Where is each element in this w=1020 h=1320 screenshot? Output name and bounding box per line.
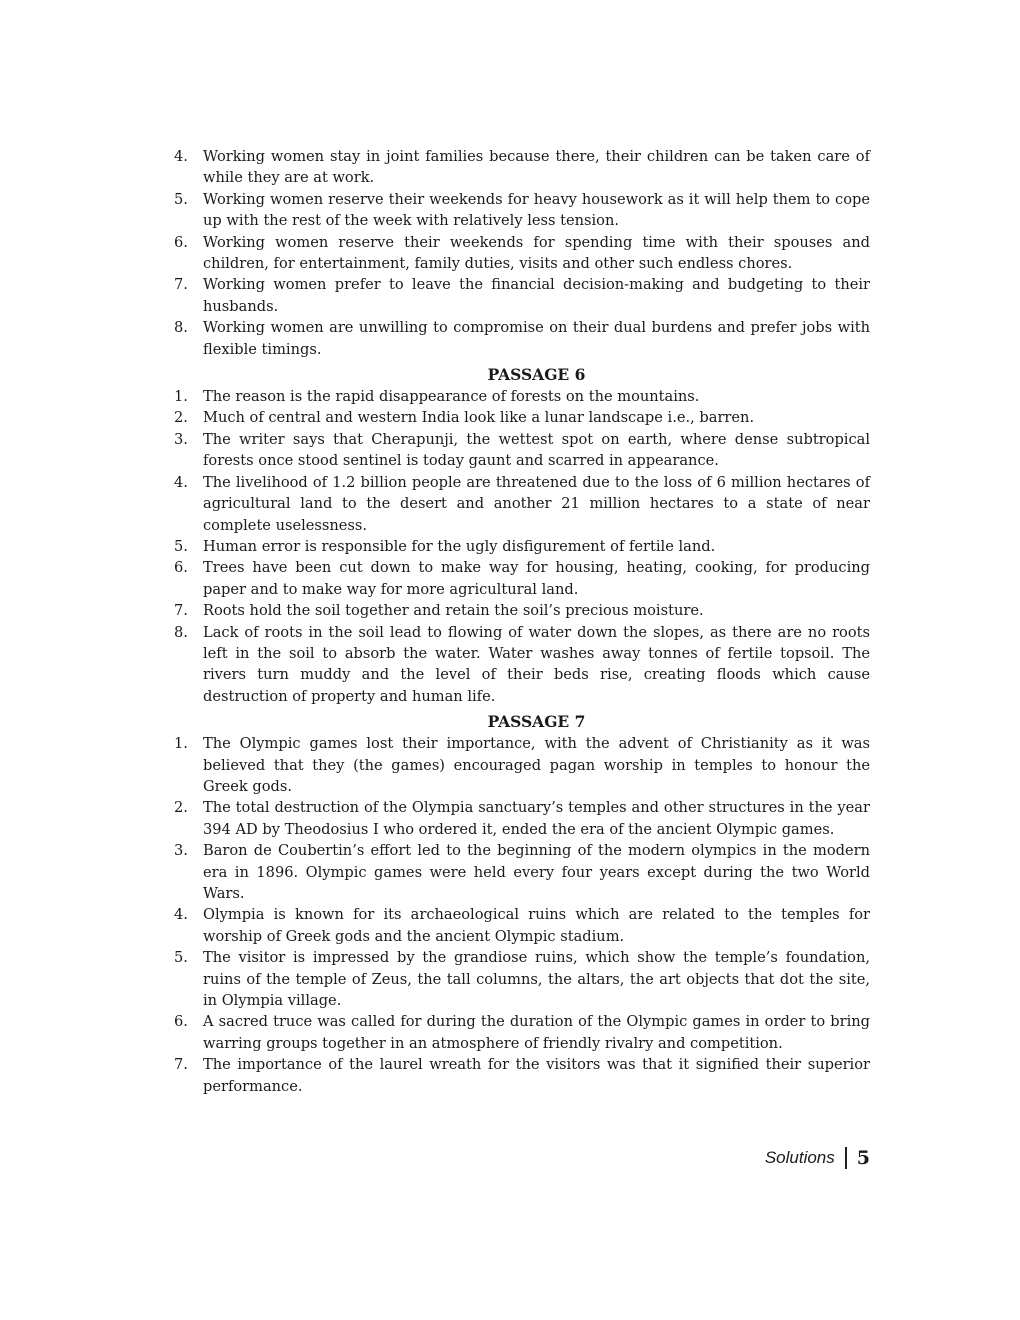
item-number: 8. xyxy=(174,623,188,641)
item-number: 8. xyxy=(174,319,188,337)
list-item xyxy=(170,536,870,557)
item-number: 4. xyxy=(174,473,188,491)
page-body xyxy=(170,146,870,1097)
footer-label: Solutions xyxy=(764,1148,835,1167)
list-item xyxy=(170,557,870,600)
item-text: The reason is the rapid disappearance of forests on the mountains. xyxy=(203,388,700,406)
section-heading: PASSAGE 7 xyxy=(487,712,586,732)
list-item xyxy=(170,600,870,621)
item-number: 4. xyxy=(174,148,188,165)
item-text: The total destruction of the Olympia sanctuary’s temples and other structures in the year 394 AD by Theodosius I who ordered it, ended the era of the ancient Olympic games. xyxy=(203,799,870,838)
list-item xyxy=(170,146,870,189)
list-item xyxy=(170,274,870,317)
item-number: 6. xyxy=(174,233,188,251)
item-text: The importance of the laurel wreath for the visitors was that it signified their superior performance. xyxy=(203,1056,870,1095)
list-item xyxy=(170,733,870,797)
page-footer xyxy=(765,1146,870,1170)
item-number: 5. xyxy=(174,190,188,208)
item-text: Trees have been cut down to make way for housing, heating, cooking, for producing paper and to make way for more agricultural land. xyxy=(203,559,870,598)
item-number: 4. xyxy=(174,906,188,924)
item-number: 6. xyxy=(174,1013,188,1031)
list-item xyxy=(170,1054,870,1097)
item-number: 5. xyxy=(174,949,188,967)
item-number: 3. xyxy=(174,842,188,860)
list-item xyxy=(170,472,870,536)
answer-list xyxy=(170,386,870,707)
item-number: 3. xyxy=(174,430,188,448)
list-item xyxy=(170,1011,870,1054)
item-text: The writer says that Cherapunji, the wettest spot on earth, where dense subtropical forests once stood sentinel is today gaunt and scarred in appearance. xyxy=(203,430,870,470)
item-text: Lack of roots in the soil lead to flowing of water down the slopes, as there are no roots left in the soil to absorb the water. Water washes away tonnes of fertile topsoil. The rivers turn muddy and the level of their beds rise, creating floods which cause destruction of property and human life. xyxy=(203,623,870,705)
item-text: The Olympic games lost their importance, with the advent of Christianity as it was believed that they (the games) encouraged pagan worship in temples to honour the Greek gods. xyxy=(203,735,870,795)
list-item xyxy=(170,429,870,472)
item-text: Working women prefer to leave the financial decision-making and budgeting to their husbands. xyxy=(203,276,870,315)
item-number: 7. xyxy=(174,1056,188,1074)
item-text: Working women reserve their weekends for spending time with their spouses and children, for entertainment, family duties, visits and other such endless chores. xyxy=(203,233,870,273)
item-number: 2. xyxy=(174,409,188,427)
item-text: The livelihood of 1.2 billion people are threatened due to the loss of 6 million hectares of agricultural land to the desert and another 21 million hectares to a state of near complete uselessness. xyxy=(203,473,870,534)
list-item xyxy=(170,386,870,407)
item-text: Human error is responsible for the ugly disfigurement of fertile land. xyxy=(203,537,716,555)
item-number: 6. xyxy=(174,559,188,577)
list-item xyxy=(170,317,870,360)
answer-list xyxy=(170,733,870,1097)
item-text: The visitor is impressed by the grandiose ruins, which show the temple’s foundation, ruins of the temple of Zeus, the tall columns, the altars, the art objects that dot the site, in Olympia village. xyxy=(203,949,870,1010)
list-item xyxy=(170,904,870,947)
list-item xyxy=(170,947,870,1011)
item-text: Working women are unwilling to compromise on their dual burdens and prefer jobs with flexible timings. xyxy=(203,319,870,358)
item-text: Working women stay in joint families because there, their children can be taken care of while they are at work. xyxy=(203,148,870,187)
item-text: Roots hold the soil together and retain the soil’s precious moisture. xyxy=(203,602,704,620)
section-heading: PASSAGE 6 xyxy=(487,365,586,385)
list-item xyxy=(170,407,870,428)
list-item xyxy=(170,797,870,840)
footer-divider xyxy=(845,1147,847,1169)
answer-list xyxy=(170,146,870,360)
item-number: 5. xyxy=(174,537,188,555)
item-text: Much of central and western India look like a lunar landscape i.e., barren. xyxy=(203,409,755,427)
item-number: 7. xyxy=(174,602,188,620)
list-item xyxy=(170,189,870,232)
item-text: Baron de Coubertin’s effort led to the beginning of the modern olympics in the modern era in 1896. Olympic games were held every four years except during the two World Wars. xyxy=(203,842,870,902)
item-number: 1. xyxy=(174,735,188,753)
list-item xyxy=(170,622,870,708)
item-number: 1. xyxy=(174,388,188,406)
list-item xyxy=(170,840,870,904)
item-text: A sacred truce was called for during the duration of the Olympic games in order to bring warring groups together in an atmosphere of friendly rivalry and competition. xyxy=(203,1013,870,1052)
list-item xyxy=(170,232,870,275)
item-number: 7. xyxy=(174,276,188,294)
item-number: 2. xyxy=(174,799,188,817)
page-number: 5 xyxy=(856,1147,870,1169)
item-text: Olympia is known for its archaeological ruins which are related to the temples for worship of Greek gods and the ancient Olympic stadium. xyxy=(203,906,870,945)
item-text: Working women reserve their weekends for heavy housework as it will help them to cope up with the rest of the week with relatively less tension. xyxy=(203,190,870,230)
